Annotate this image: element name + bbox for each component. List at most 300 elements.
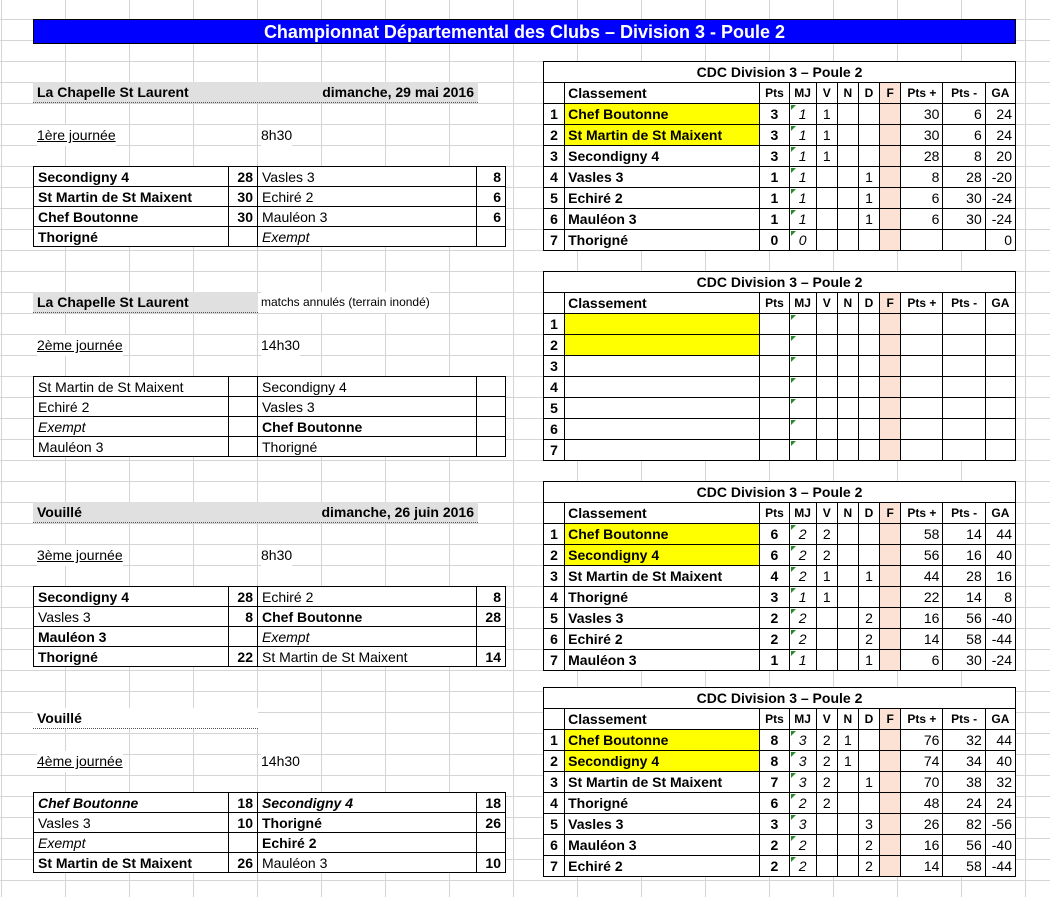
matches-played: 2 bbox=[789, 566, 816, 587]
rank: 3 bbox=[544, 356, 565, 377]
header-pm: Pts - bbox=[943, 709, 985, 730]
match-row bbox=[34, 417, 506, 437]
day-4-venue: Vouillé bbox=[37, 710, 82, 726]
rank: 4 bbox=[544, 587, 565, 608]
points: 2 bbox=[760, 629, 789, 650]
draws bbox=[837, 104, 858, 125]
team-name: Thorigné bbox=[565, 230, 760, 251]
draws bbox=[837, 793, 858, 814]
points-against: 30 bbox=[943, 188, 985, 209]
forfeits bbox=[880, 209, 901, 230]
draws bbox=[837, 587, 858, 608]
match-row bbox=[34, 377, 506, 397]
day-3-venue-bar bbox=[33, 502, 478, 523]
header-d: D bbox=[858, 83, 879, 104]
header-v: V bbox=[816, 503, 837, 524]
home-score: 28 bbox=[229, 587, 258, 607]
day-3-matches bbox=[33, 586, 506, 667]
wins: 2 bbox=[816, 751, 837, 772]
draws bbox=[837, 188, 858, 209]
home-score: 30 bbox=[229, 187, 258, 207]
rank: 7 bbox=[544, 230, 565, 251]
away-team: Chef Boutonne bbox=[258, 607, 477, 627]
standings-row bbox=[544, 188, 1016, 209]
points-against bbox=[943, 398, 985, 419]
goal-average: 16 bbox=[985, 566, 1015, 587]
goal-average: 44 bbox=[985, 730, 1015, 751]
draws: 1 bbox=[837, 751, 858, 772]
points: 3 bbox=[760, 587, 789, 608]
home-score: 18 bbox=[229, 793, 258, 813]
matches-played bbox=[789, 398, 816, 419]
losses: 2 bbox=[858, 629, 879, 650]
forfeits bbox=[880, 730, 901, 751]
goal-average: 24 bbox=[985, 104, 1015, 125]
points-against: 38 bbox=[943, 772, 985, 793]
header-n: N bbox=[837, 293, 858, 314]
team-name: Echiré 2 bbox=[565, 188, 760, 209]
losses: 1 bbox=[858, 188, 879, 209]
day-2-matches bbox=[33, 376, 506, 457]
header-pp: Pts + bbox=[901, 709, 943, 730]
points-for: 16 bbox=[901, 608, 943, 629]
standings-header-row bbox=[544, 709, 1016, 730]
match-row bbox=[34, 187, 506, 207]
forfeits bbox=[880, 524, 901, 545]
points: 8 bbox=[760, 751, 789, 772]
standings-row bbox=[544, 730, 1016, 751]
goal-average: 44 bbox=[985, 524, 1015, 545]
losses: 2 bbox=[858, 835, 879, 856]
rank: 5 bbox=[544, 814, 565, 835]
home-team: Vasles 3 bbox=[34, 607, 229, 627]
rank: 4 bbox=[544, 167, 565, 188]
header-classement: Classement bbox=[565, 503, 760, 524]
wins bbox=[816, 188, 837, 209]
points-against bbox=[943, 314, 985, 335]
team-name: Thorigné bbox=[565, 793, 760, 814]
matches-played: 2 bbox=[789, 835, 816, 856]
team-name bbox=[565, 440, 760, 461]
header-ga: GA bbox=[985, 293, 1015, 314]
header-pts: Pts bbox=[760, 293, 789, 314]
losses bbox=[858, 356, 879, 377]
standings-table-3 bbox=[543, 481, 1016, 671]
matches-played: 3 bbox=[789, 730, 816, 751]
day-2-note: matchs annulés (terrain inondé) bbox=[261, 292, 430, 313]
standings-row bbox=[544, 398, 1016, 419]
day-3-venue: Vouillé bbox=[37, 504, 82, 520]
day-1-venue-bar bbox=[33, 82, 478, 103]
forfeits bbox=[880, 772, 901, 793]
header-ga: GA bbox=[985, 83, 1015, 104]
draws bbox=[837, 835, 858, 856]
away-team: Mauléon 3 bbox=[258, 853, 477, 873]
rank: 4 bbox=[544, 793, 565, 814]
losses: 2 bbox=[858, 856, 879, 877]
draws bbox=[837, 419, 858, 440]
draws bbox=[837, 566, 858, 587]
points bbox=[760, 335, 789, 356]
away-score: 28 bbox=[477, 607, 506, 627]
rank: 6 bbox=[544, 835, 565, 856]
points: 3 bbox=[760, 125, 789, 146]
day-4-venue-bar bbox=[33, 708, 258, 729]
wins: 1 bbox=[816, 566, 837, 587]
points-against: 30 bbox=[943, 209, 985, 230]
away-score: 8 bbox=[477, 167, 506, 187]
points: 1 bbox=[760, 188, 789, 209]
losses bbox=[858, 146, 879, 167]
losses bbox=[858, 335, 879, 356]
wins bbox=[816, 209, 837, 230]
points bbox=[760, 314, 789, 335]
home-score: 10 bbox=[229, 813, 258, 833]
match-row bbox=[34, 607, 506, 627]
header-pp: Pts + bbox=[901, 83, 943, 104]
forfeits bbox=[880, 856, 901, 877]
rank: 3 bbox=[544, 566, 565, 587]
match-row bbox=[34, 647, 506, 667]
losses: 3 bbox=[858, 814, 879, 835]
forfeits bbox=[880, 587, 901, 608]
draws bbox=[837, 314, 858, 335]
goal-average: 20 bbox=[985, 146, 1015, 167]
goal-average bbox=[985, 419, 1015, 440]
goal-average: -40 bbox=[985, 608, 1015, 629]
losses bbox=[858, 377, 879, 398]
day-2-venue-bar bbox=[33, 292, 258, 313]
points-against: 6 bbox=[943, 125, 985, 146]
day-1-matches bbox=[33, 166, 506, 247]
home-score bbox=[229, 627, 258, 647]
goal-average: 24 bbox=[985, 125, 1015, 146]
wins bbox=[816, 629, 837, 650]
header-mj: MJ bbox=[789, 83, 816, 104]
away-score bbox=[477, 377, 506, 397]
day-4-journee: 4ème journée bbox=[37, 751, 123, 772]
header-pts: Pts bbox=[760, 83, 789, 104]
forfeits bbox=[880, 751, 901, 772]
goal-average: -44 bbox=[985, 856, 1015, 877]
points-for: 76 bbox=[901, 730, 943, 751]
points: 6 bbox=[760, 793, 789, 814]
away-team: Echiré 2 bbox=[258, 833, 477, 853]
goal-average bbox=[985, 356, 1015, 377]
header-v: V bbox=[816, 293, 837, 314]
forfeits bbox=[880, 230, 901, 251]
rank: 1 bbox=[544, 524, 565, 545]
standings-title: CDC Division 3 – Poule 2 bbox=[544, 272, 1016, 293]
points-for: 44 bbox=[901, 566, 943, 587]
matches-played: 2 bbox=[789, 856, 816, 877]
standings-row bbox=[544, 856, 1016, 877]
header-n: N bbox=[837, 503, 858, 524]
points-for: 30 bbox=[901, 104, 943, 125]
draws bbox=[837, 650, 858, 671]
losses: 1 bbox=[858, 566, 879, 587]
home-score bbox=[229, 397, 258, 417]
losses bbox=[858, 730, 879, 751]
points-against bbox=[943, 440, 985, 461]
standings-row bbox=[544, 440, 1016, 461]
day-1-time: 8h30 bbox=[261, 125, 292, 146]
points: 4 bbox=[760, 566, 789, 587]
wins bbox=[816, 835, 837, 856]
draws bbox=[837, 230, 858, 251]
draws bbox=[837, 440, 858, 461]
home-team: Echiré 2 bbox=[34, 397, 229, 417]
wins bbox=[816, 335, 837, 356]
header-f: F bbox=[880, 293, 901, 314]
rank: 7 bbox=[544, 856, 565, 877]
matches-played bbox=[789, 440, 816, 461]
team-name: Mauléon 3 bbox=[565, 835, 760, 856]
match-row bbox=[34, 167, 506, 187]
away-score: 8 bbox=[477, 587, 506, 607]
match-row bbox=[34, 813, 506, 833]
losses bbox=[858, 793, 879, 814]
day-3-journee: 3ème journée bbox=[37, 545, 123, 566]
points: 6 bbox=[760, 524, 789, 545]
rank: 3 bbox=[544, 772, 565, 793]
header-d: D bbox=[858, 293, 879, 314]
rank: 6 bbox=[544, 419, 565, 440]
home-team: Vasles 3 bbox=[34, 813, 229, 833]
standings-row bbox=[544, 524, 1016, 545]
day-2-journee: 2ème journée bbox=[37, 335, 123, 356]
draws bbox=[837, 335, 858, 356]
forfeits bbox=[880, 167, 901, 188]
standings-row bbox=[544, 146, 1016, 167]
draws bbox=[837, 524, 858, 545]
home-team: Thorigné bbox=[34, 647, 229, 667]
draws bbox=[837, 772, 858, 793]
rank: 6 bbox=[544, 209, 565, 230]
header-classement: Classement bbox=[565, 83, 760, 104]
standings-title: CDC Division 3 – Poule 2 bbox=[544, 62, 1016, 83]
rank: 2 bbox=[544, 545, 565, 566]
wins: 2 bbox=[816, 772, 837, 793]
points-for bbox=[901, 419, 943, 440]
forfeits bbox=[880, 440, 901, 461]
wins: 1 bbox=[816, 104, 837, 125]
home-team: Exempt bbox=[34, 417, 229, 437]
away-team: Echiré 2 bbox=[258, 187, 477, 207]
header-f: F bbox=[880, 503, 901, 524]
draws bbox=[837, 125, 858, 146]
points-against: 6 bbox=[943, 104, 985, 125]
wins bbox=[816, 356, 837, 377]
team-name bbox=[565, 356, 760, 377]
losses bbox=[858, 419, 879, 440]
rank: 1 bbox=[544, 730, 565, 751]
standings-row bbox=[544, 566, 1016, 587]
points-for: 8 bbox=[901, 167, 943, 188]
team-name bbox=[565, 419, 760, 440]
away-score bbox=[477, 627, 506, 647]
day-3-date: dimanche, 26 juin 2016 bbox=[321, 504, 474, 520]
away-team: Vasles 3 bbox=[258, 167, 477, 187]
home-score bbox=[229, 417, 258, 437]
away-score: 26 bbox=[477, 813, 506, 833]
matches-played: 1 bbox=[789, 209, 816, 230]
standings-row bbox=[544, 230, 1016, 251]
points-for bbox=[901, 377, 943, 398]
home-score: 30 bbox=[229, 207, 258, 227]
day-1-date: dimanche, 29 mai 2016 bbox=[322, 84, 474, 100]
team-name: St Martin de St Maixent bbox=[565, 772, 760, 793]
points-for: 26 bbox=[901, 814, 943, 835]
team-name: Vasles 3 bbox=[565, 608, 760, 629]
matches-played: 1 bbox=[789, 587, 816, 608]
away-team: Thorigné bbox=[258, 813, 477, 833]
matches-played: 2 bbox=[789, 545, 816, 566]
points-for: 6 bbox=[901, 188, 943, 209]
standings-row bbox=[544, 314, 1016, 335]
losses bbox=[858, 587, 879, 608]
away-score bbox=[477, 833, 506, 853]
points-against bbox=[943, 230, 985, 251]
points bbox=[760, 419, 789, 440]
points: 3 bbox=[760, 146, 789, 167]
header-ga: GA bbox=[985, 503, 1015, 524]
standings-row bbox=[544, 793, 1016, 814]
rank: 5 bbox=[544, 398, 565, 419]
points-for: 14 bbox=[901, 629, 943, 650]
points-against: 28 bbox=[943, 167, 985, 188]
rank: 3 bbox=[544, 146, 565, 167]
away-team: Exempt bbox=[258, 627, 477, 647]
header-pm: Pts - bbox=[943, 83, 985, 104]
team-name: Mauléon 3 bbox=[565, 209, 760, 230]
wins: 1 bbox=[816, 146, 837, 167]
draws bbox=[837, 209, 858, 230]
forfeits bbox=[880, 125, 901, 146]
wins bbox=[816, 230, 837, 251]
match-row bbox=[34, 853, 506, 873]
points-for: 14 bbox=[901, 856, 943, 877]
away-score bbox=[477, 397, 506, 417]
forfeits bbox=[880, 545, 901, 566]
rank: 2 bbox=[544, 335, 565, 356]
forfeits bbox=[880, 335, 901, 356]
away-team: Secondigny 4 bbox=[258, 793, 477, 813]
matches-played bbox=[789, 314, 816, 335]
goal-average: -24 bbox=[985, 650, 1015, 671]
away-score: 18 bbox=[477, 793, 506, 813]
goal-average: -24 bbox=[985, 209, 1015, 230]
losses: 1 bbox=[858, 650, 879, 671]
losses bbox=[858, 751, 879, 772]
losses: 1 bbox=[858, 209, 879, 230]
matches-played: 1 bbox=[789, 125, 816, 146]
away-team: Mauléon 3 bbox=[258, 207, 477, 227]
points-for: 48 bbox=[901, 793, 943, 814]
team-name: Secondigny 4 bbox=[565, 545, 760, 566]
header-rank bbox=[544, 503, 565, 524]
points: 3 bbox=[760, 814, 789, 835]
standings-title-row bbox=[544, 482, 1016, 503]
away-team: Exempt bbox=[258, 227, 477, 247]
day-1-journee: 1ère journée bbox=[37, 125, 116, 146]
points bbox=[760, 440, 789, 461]
points-against: 82 bbox=[943, 814, 985, 835]
header-mj: MJ bbox=[789, 293, 816, 314]
rank: 6 bbox=[544, 629, 565, 650]
points-against: 56 bbox=[943, 835, 985, 856]
team-name: St Martin de St Maixent bbox=[565, 125, 760, 146]
header-f: F bbox=[880, 83, 901, 104]
matches-played: 0 bbox=[789, 230, 816, 251]
team-name bbox=[565, 335, 760, 356]
points-for bbox=[901, 314, 943, 335]
home-score bbox=[229, 833, 258, 853]
rank: 7 bbox=[544, 440, 565, 461]
draws: 1 bbox=[837, 730, 858, 751]
points-against: 34 bbox=[943, 751, 985, 772]
points-against: 24 bbox=[943, 793, 985, 814]
forfeits bbox=[880, 608, 901, 629]
rank: 2 bbox=[544, 751, 565, 772]
points-for: 56 bbox=[901, 545, 943, 566]
home-team: Mauléon 3 bbox=[34, 627, 229, 647]
home-team: Secondigny 4 bbox=[34, 167, 229, 187]
team-name: Secondigny 4 bbox=[565, 146, 760, 167]
matches-played bbox=[789, 356, 816, 377]
matches-played: 1 bbox=[789, 167, 816, 188]
home-team: Chef Boutonne bbox=[34, 207, 229, 227]
wins: 2 bbox=[816, 793, 837, 814]
points-for: 70 bbox=[901, 772, 943, 793]
points-for: 6 bbox=[901, 209, 943, 230]
header-pp: Pts + bbox=[901, 293, 943, 314]
points-against: 8 bbox=[943, 146, 985, 167]
home-team: Exempt bbox=[34, 833, 229, 853]
day-4-match-rows bbox=[34, 793, 506, 873]
header-n: N bbox=[837, 709, 858, 730]
match-row bbox=[34, 227, 506, 247]
points-against: 30 bbox=[943, 650, 985, 671]
standings-title-row bbox=[544, 272, 1016, 293]
home-score bbox=[229, 377, 258, 397]
draws bbox=[837, 167, 858, 188]
away-score bbox=[477, 227, 506, 247]
rank: 1 bbox=[544, 314, 565, 335]
team-name: Echiré 2 bbox=[565, 629, 760, 650]
day-2-match-rows bbox=[34, 377, 506, 457]
points-against: 14 bbox=[943, 587, 985, 608]
team-name: Thorigné bbox=[565, 587, 760, 608]
home-score: 22 bbox=[229, 647, 258, 667]
team-name: Chef Boutonne bbox=[565, 104, 760, 125]
wins bbox=[816, 650, 837, 671]
match-row bbox=[34, 793, 506, 813]
matches-played: 3 bbox=[789, 772, 816, 793]
points: 3 bbox=[760, 104, 789, 125]
matches-played bbox=[789, 377, 816, 398]
points-against: 14 bbox=[943, 524, 985, 545]
standings-row bbox=[544, 419, 1016, 440]
points-for: 74 bbox=[901, 751, 943, 772]
points-against bbox=[943, 419, 985, 440]
standings-table-4 bbox=[543, 687, 1016, 877]
team-name: Chef Boutonne bbox=[565, 730, 760, 751]
forfeits bbox=[880, 650, 901, 671]
team-name bbox=[565, 314, 760, 335]
team-name bbox=[565, 377, 760, 398]
standings-header-row bbox=[544, 83, 1016, 104]
